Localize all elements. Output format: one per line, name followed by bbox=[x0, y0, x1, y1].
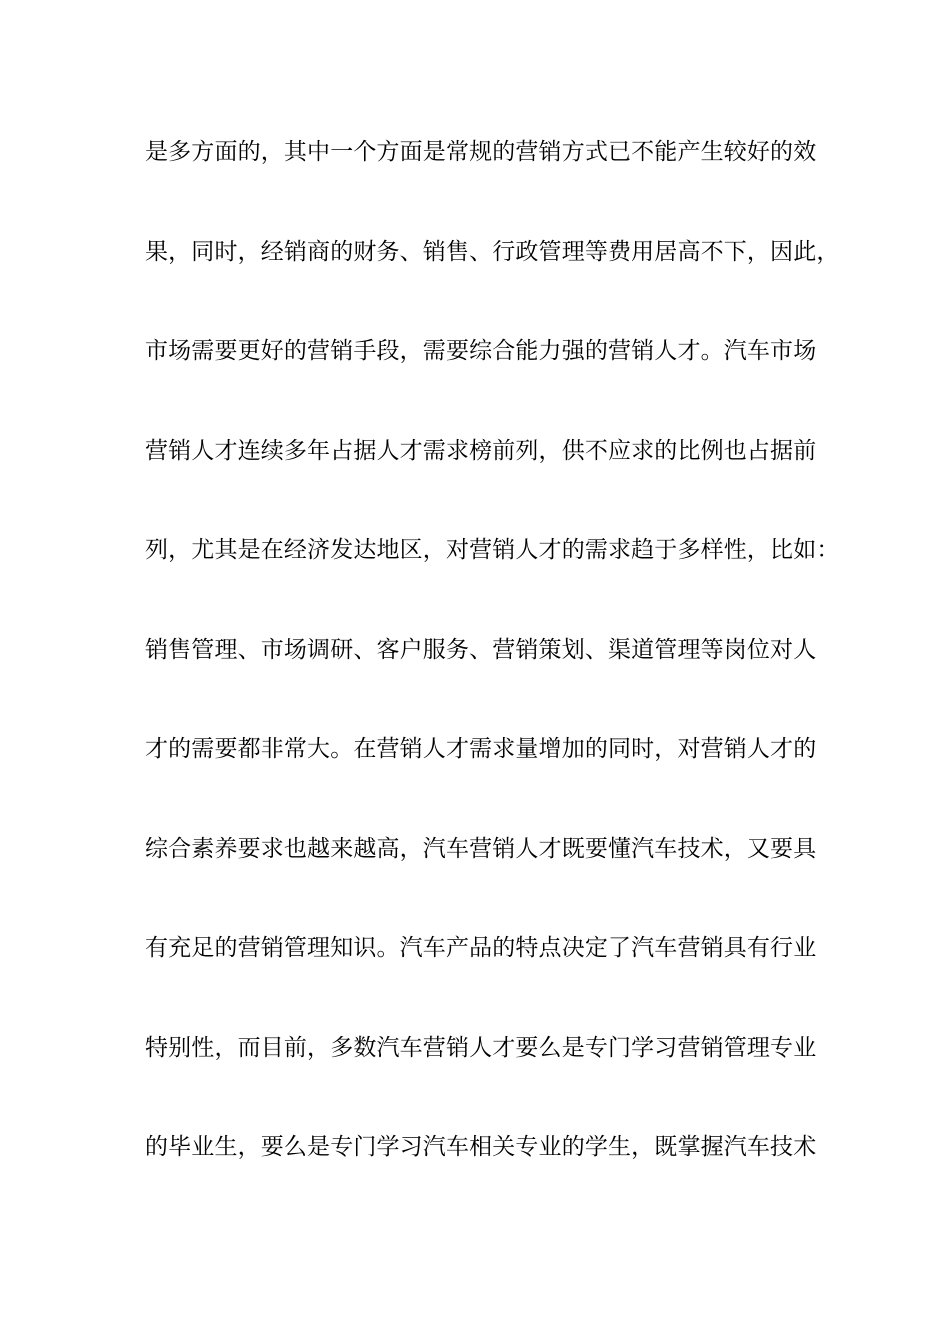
text-line: 才的需要都非常大。在营销人才需求量增加的同时，对营销人才的 bbox=[145, 736, 817, 762]
text-line: 销售管理、市场调研、客户服务、营销策划、渠道管理等岗位对人 bbox=[145, 636, 817, 663]
text-line: 果，同时，经销商的财务、销售、行政管理等费用居高不下，因此， bbox=[145, 238, 840, 265]
text-line: 特别性，而目前，多数汽车营销人才要么是专门学习营销管理专业 bbox=[145, 1034, 817, 1061]
text-line: 营销人才连续多年占据人才需求榜前列，供不应求的比例也占据前 bbox=[145, 437, 817, 464]
text-line: 市场需要更好的营销手段，需要综合能力强的营销人才。汽车市场 bbox=[145, 338, 817, 364]
body-text bbox=[145, 130, 840, 1225]
text-line: 是多方面的，其中一个方面是常规的营销方式已不能产生较好的效 bbox=[145, 139, 817, 165]
text-line: 的毕业生，要么是专门学习汽车相关专业的学生，既掌握汽车技术 bbox=[145, 1134, 817, 1160]
text-line: 列，尤其是在经济发达地区，对营销人才的需求趋于多样性，比如： bbox=[145, 537, 840, 563]
text-line: 有充足的营销管理知识。汽车产品的特点决定了汽车营销具有行业 bbox=[145, 935, 817, 961]
text-line: 综合素养要求也越来越高，汽车营销人才既要懂汽车技术，又要具 bbox=[145, 835, 817, 862]
